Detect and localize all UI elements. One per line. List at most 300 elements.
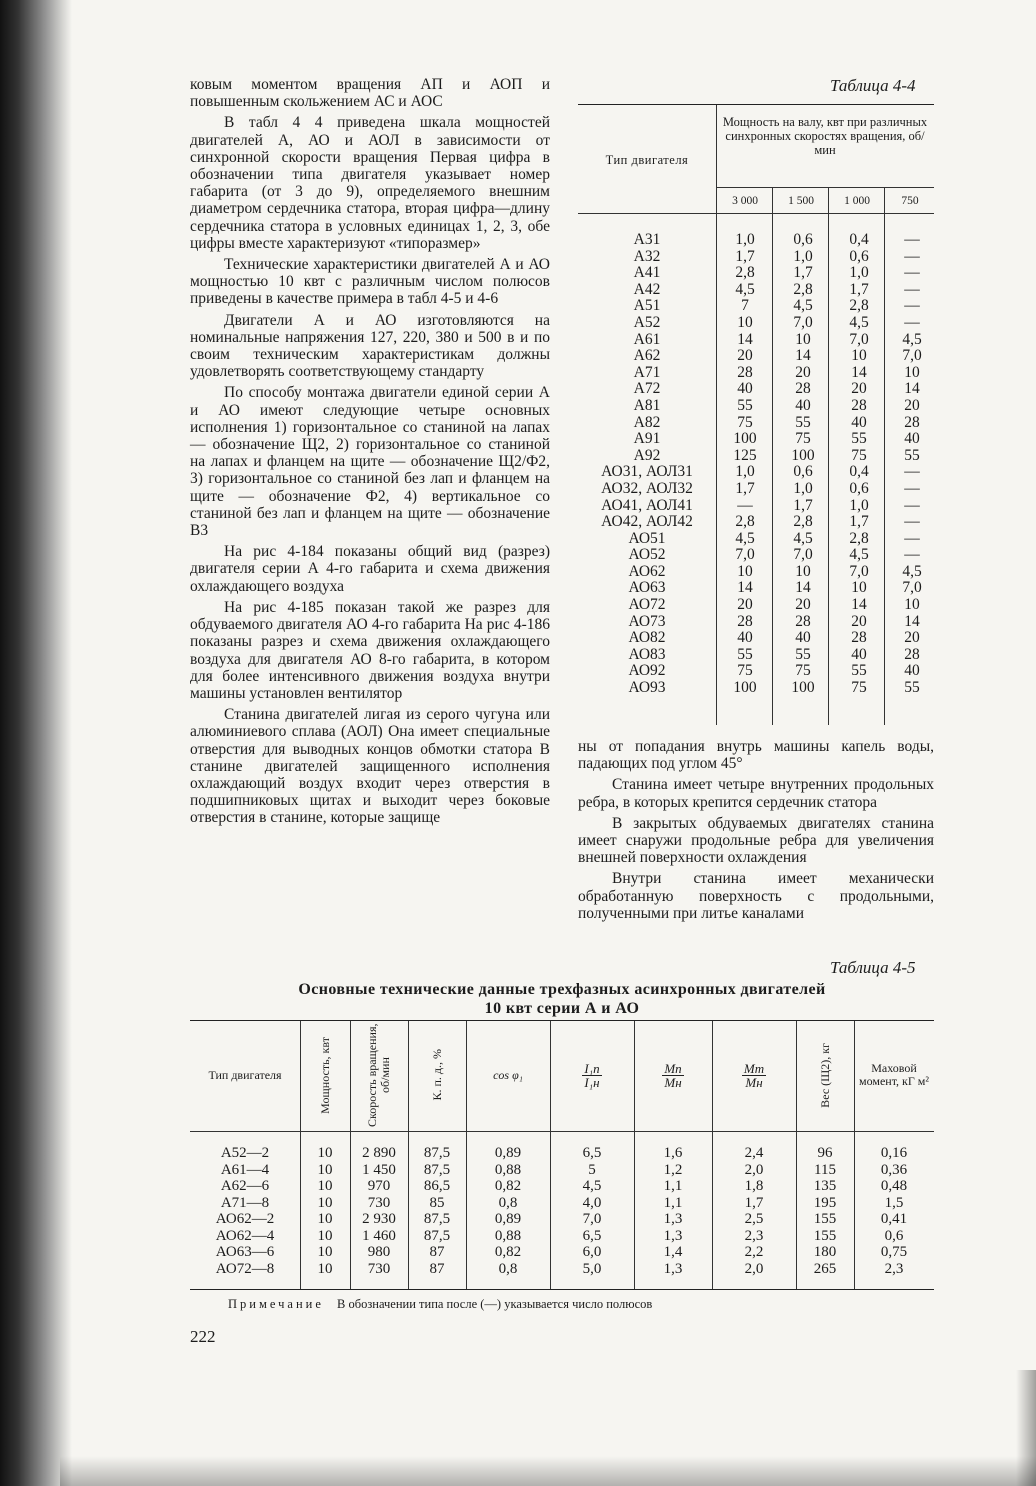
table-cell: 980 (367, 1244, 391, 1260)
table-cell: 2,8 (849, 297, 869, 315)
start-current-fraction (582, 1062, 601, 1089)
paragraph: На рис 4-185 показан такой же разрез для обдуваемого двигателя АО 4-го габарита На рис 4-186 показаны разрез и схема движения охлаждающего воздуха для двигателя АО 8-го габарита, в котором для более интенсивного движения воздуха внутри машины установлен вентилятор (190, 598, 550, 702)
table-cell: 28 (851, 396, 867, 414)
note-label: Примечание (228, 1297, 324, 1311)
table-row (578, 629, 934, 646)
table-cell: 10 (795, 562, 811, 580)
header-divider (716, 187, 934, 188)
paragraph: По способу монтажа двигатели единой серии А и АО имеют следующие четыре основных исполнения 1) горизонтальное со станиной на лапах — обозначение Щ2, 2) горизонтальное со станиной на лапах и фланцем на щите — обозначение Щ2/Ф2, 3) горизонтальное со станиной без лап и фланцем на щите — обозначение Ф2, 4) вертикальное со станиной без лап и фланцем на щите — обозначение В3 (190, 384, 550, 540)
table-cell: 100 (733, 679, 757, 697)
table-cell: 28 (851, 629, 867, 647)
table-cell: 10 (317, 1178, 333, 1194)
table-cell: А62—6 (220, 1178, 270, 1194)
table-cell: 28 (737, 612, 753, 630)
header-start-torque-cell (634, 1021, 712, 1129)
table-cell: АО31, АОЛ31 (601, 463, 693, 481)
table-cell: 1,0 (793, 247, 813, 265)
table-cell: АО62—2 (215, 1211, 275, 1227)
table-cell: АО42, АОЛ42 (601, 513, 693, 531)
table-cell: 7,0 (849, 562, 869, 580)
table-cell: 0,41 (880, 1211, 908, 1227)
table-cell: 1,3 (663, 1211, 683, 1227)
table-cell: — (737, 496, 753, 514)
table-cell: — (904, 479, 920, 497)
table-cell: 6,5 (582, 1145, 602, 1161)
header-divider (578, 213, 934, 214)
table-cell: 0,6 (793, 463, 813, 481)
paragraph: Двигатели А и АО изготовляются на номинальные напряжения 127, 220, 380 и 500 в и по своим техническим характеристикам должны удовлетворять соответствующему стандарту (190, 311, 550, 381)
table-cell: 2 890 (362, 1145, 396, 1161)
table-cell: А71 (633, 363, 661, 381)
table-cell: 10 (317, 1260, 333, 1277)
table-cell: 40 (737, 629, 753, 647)
table-cell: 1,0 (735, 463, 755, 481)
table-cell: 10 (737, 313, 753, 331)
table-cell: 1,5 (884, 1194, 904, 1211)
paragraph: ковым моментом вращения АП и АОП и повышенным скольжением АС и АОС (190, 76, 550, 111)
table-cell: А71—8 (220, 1194, 270, 1211)
table-cell: 75 (851, 446, 867, 464)
table-cell: 1,0 (735, 231, 755, 248)
table-cell: 7,0 (793, 546, 813, 564)
table-cell: 1 460 (362, 1227, 396, 1244)
table-cell: 0,82 (494, 1244, 522, 1260)
table-cell: А81 (633, 396, 661, 414)
table-cell: 0,89 (494, 1145, 522, 1161)
header-start-current-cell (550, 1021, 634, 1129)
table-cell: 75 (737, 662, 753, 680)
table-cell: 28 (795, 380, 811, 398)
table-cell: 1,7 (735, 479, 755, 497)
table-row (578, 297, 934, 314)
table-cell: 2,3 (744, 1227, 764, 1244)
table-cell: 7,0 (735, 546, 755, 564)
table-cell: 28 (737, 363, 753, 381)
table-cell: 4,5 (793, 297, 813, 315)
table-row (578, 530, 934, 547)
table-cell: 7 (741, 297, 749, 315)
header-power-cell (300, 1021, 350, 1129)
table-row (578, 430, 934, 447)
table-cell: 20 (904, 629, 920, 647)
table-4-5-title (190, 980, 934, 1018)
table-cell: 5,0 (582, 1260, 602, 1277)
table-cell: АО93 (628, 679, 666, 697)
table-cell: 7,0 (849, 330, 869, 348)
table-cell: 55 (851, 430, 867, 448)
table-cell: 0,89 (494, 1211, 522, 1227)
table-cell: 40 (851, 413, 867, 431)
table-cell: 14 (904, 612, 920, 630)
table-cell: 14 (904, 380, 920, 398)
page-right-shadow (1016, 1370, 1036, 1486)
book-binding-shadow (0, 0, 72, 1486)
header-weight: Вес (Щ2), кг (817, 1042, 832, 1108)
table-cell: 10 (851, 579, 867, 597)
table-cell: 0,8 (498, 1194, 518, 1211)
header-speed: 1 000 (844, 195, 870, 207)
table-4-5-caption: Таблица 4-5 (830, 958, 916, 977)
table-cell: А51 (633, 297, 661, 315)
table-cell: 7,0 (902, 579, 922, 597)
table-row (578, 248, 934, 265)
table-cell: 2,5 (744, 1211, 764, 1227)
table-4-4-body (578, 231, 934, 696)
table-cell: 55 (737, 396, 753, 414)
table-cell: 0,88 (494, 1161, 522, 1178)
table-cell: 1 450 (362, 1161, 396, 1178)
table-cell: 1,7 (849, 513, 869, 531)
table-cell: 100 (791, 679, 815, 697)
table-cell: 2,8 (735, 264, 755, 282)
table-cell: 1,0 (793, 479, 813, 497)
table-cell: 87,5 (423, 1227, 451, 1244)
page-number: 222 (190, 1327, 216, 1346)
header-power: Мощность, квт (317, 1036, 332, 1114)
table-cell: 4,5 (902, 562, 922, 580)
table-cell: 1,6 (663, 1145, 683, 1161)
table-cell: А32 (633, 247, 661, 265)
table-row (578, 480, 934, 497)
table-cell: 0,6 (849, 479, 869, 497)
paragraph: Станина двигателей лигая из серого чугуна или алюминиевого сплава (АОЛ) Она имеет специальные отверстия для выводных концов обмотки статора В станине двигателей защищенного исполнения охлаждающий воздух входит через отверстия в подшипниковых щитах и выходит через боковые отверстия в станине, которые защище (190, 706, 550, 827)
table-cell: 55 (737, 645, 753, 663)
table-row (578, 646, 934, 663)
table-row (578, 463, 934, 480)
paragraph: Станина имеет четыре внутренних продольных ребра, в которых крепится сердечник статора (578, 776, 934, 811)
table-cell: А82 (633, 413, 661, 431)
table-cell: 20 (795, 363, 811, 381)
table-cell: 85 (429, 1194, 445, 1211)
table-cell: 20 (795, 596, 811, 614)
table-cell: 730 (367, 1260, 391, 1277)
table-row (190, 1228, 934, 1245)
table-row (578, 364, 934, 381)
table-cell: 55 (851, 662, 867, 680)
table-cell: 2,0 (744, 1161, 764, 1178)
table-cell: — (904, 546, 920, 564)
table-cell: 0,36 (880, 1161, 908, 1178)
table-cell: АО72 (628, 596, 666, 614)
table-cell: 1,7 (744, 1194, 764, 1211)
table-cell: 1,1 (663, 1178, 683, 1194)
table-cell: А61 (633, 330, 661, 348)
table-row (578, 414, 934, 431)
header-divider (190, 1131, 934, 1132)
table-cell: — (904, 247, 920, 265)
paragraph: В закрытых обдуваемых двигателях станина имеет снаружи продольные ребра для увеличения внешней поверхности охлаждения (578, 814, 934, 867)
table-cell: А61—4 (220, 1161, 270, 1178)
table-row (578, 264, 934, 281)
table-cell: 0,82 (494, 1178, 522, 1194)
table-cell: 1,0 (849, 264, 869, 282)
table-cell: 40 (795, 396, 811, 414)
table-cell: 20 (851, 380, 867, 398)
table-row (578, 613, 934, 630)
table-cell: 10 (737, 562, 753, 580)
denominator: I₁н (584, 1074, 600, 1090)
page-bottom-shadow (60, 1456, 1036, 1486)
table-cell: — (904, 529, 920, 547)
table-cell: 180 (813, 1244, 837, 1260)
table-cell: 40 (795, 629, 811, 647)
table-cell: АО52 (628, 546, 666, 564)
table-cell: 40 (904, 430, 920, 448)
header-efficiency-cell (408, 1021, 466, 1129)
table-cell: 4,5 (582, 1178, 602, 1194)
title-line: Основные технические данные трехфазных асинхронных двигателей (298, 981, 826, 998)
table-cell: 125 (733, 446, 757, 464)
table-cell: — (904, 313, 920, 331)
table-cell: 4,0 (582, 1194, 602, 1211)
table-cell: 0,8 (498, 1260, 518, 1277)
table-cell: 1,3 (663, 1260, 683, 1277)
right-text-column (578, 738, 934, 926)
table-cell: 75 (795, 430, 811, 448)
table-cell: 155 (813, 1211, 837, 1227)
table-4-4-caption: Таблица 4-4 (830, 76, 916, 95)
table-cell: — (904, 496, 920, 514)
table-cell: 730 (367, 1194, 391, 1211)
table-row (578, 447, 934, 464)
max-torque-fraction (742, 1062, 766, 1089)
header-type: Тип двигателя (605, 153, 689, 167)
table-cell: 135 (813, 1178, 837, 1194)
table-row (578, 579, 934, 596)
table-row (578, 679, 934, 696)
table-row (578, 397, 934, 414)
table-cell: — (904, 513, 920, 531)
table-cell: 0,6 (793, 231, 813, 248)
table-cell: 87,5 (423, 1211, 451, 1227)
table-cell: АО92 (628, 662, 666, 680)
table-cell: 28 (795, 612, 811, 630)
table-cell: — (904, 264, 920, 282)
table-cell: АО73 (628, 612, 666, 630)
table-cell: 28 (904, 413, 920, 431)
table-cell: АО62 (628, 562, 666, 580)
table-cell: 10 (317, 1161, 333, 1178)
table-row (190, 1195, 934, 1212)
table-cell: А41 (633, 264, 661, 282)
note-text: В обозначении типа после (—) указывается число полюсов (337, 1297, 653, 1311)
table-cell: 4,5 (902, 330, 922, 348)
table-cell: 7,0 (793, 313, 813, 331)
table-row (578, 281, 934, 298)
table-cell: 2,2 (744, 1244, 764, 1260)
table-cell: 1,7 (793, 264, 813, 282)
table-cell: 14 (795, 347, 811, 365)
table-row (190, 1145, 934, 1162)
table-cell: А72 (633, 380, 661, 398)
table-cell: 28 (904, 645, 920, 663)
table-cell: АО82 (628, 629, 666, 647)
table-cell: А52 (633, 313, 661, 331)
table-cell: 0,88 (494, 1227, 522, 1244)
header-flywheel: Маховой момент, кГ м² (858, 1061, 929, 1088)
header-speed: Скорость вращения, об/мин (365, 1023, 392, 1127)
denominator: Mн (745, 1074, 763, 1090)
start-torque-fraction (662, 1062, 683, 1089)
table-cell: 1,3 (663, 1227, 683, 1244)
table-cell: 1,7 (735, 247, 755, 265)
table-cell: 4,5 (793, 529, 813, 547)
table-cell: 14 (851, 596, 867, 614)
table-cell: А62 (633, 347, 661, 365)
paragraph: Технические характеристики двигателей А и АО мощностью 10 квт с различным числом полюсов приведены в качестве примера в табл 4-5 и 4-6 (190, 256, 550, 308)
table-cell: 195 (813, 1194, 837, 1211)
table-row (578, 596, 934, 613)
table-cell: 87 (429, 1244, 445, 1260)
table-cell: 2,4 (744, 1145, 764, 1161)
left-text-column (190, 76, 550, 831)
header-max-torque-cell (712, 1021, 796, 1129)
table-cell: 20 (737, 596, 753, 614)
numerator: Mm (743, 1060, 765, 1076)
table-cell: 4,5 (735, 280, 755, 298)
table-cell: АО32, АОЛ32 (601, 479, 693, 497)
table-cell: 0,4 (849, 463, 869, 481)
table-cell: 6,0 (582, 1244, 602, 1260)
table-cell: 2,0 (744, 1260, 764, 1277)
table-cell: 87 (429, 1260, 445, 1277)
table-cell: 14 (737, 579, 753, 597)
table-cell: 14 (851, 363, 867, 381)
table-row (578, 314, 934, 331)
table-cell: 10 (904, 363, 920, 381)
paragraph: Внутри станина имеет механически обработанную поверхность с продольными, полученными при литье каналами (578, 870, 934, 922)
header-efficiency: К. п. д., % (429, 1049, 444, 1101)
table-cell: 4,5 (849, 313, 869, 331)
table-row (190, 1211, 934, 1228)
table-cell: 5 (588, 1161, 596, 1178)
table-cell: 970 (367, 1178, 391, 1194)
table-cell: 2,3 (884, 1260, 904, 1277)
table-cell: А31 (633, 231, 661, 248)
table-cell: 1,7 (849, 280, 869, 298)
table-cell: 86,5 (423, 1178, 451, 1194)
table-row (190, 1162, 934, 1179)
table-cell: 155 (813, 1227, 837, 1244)
table-cell: 2,8 (793, 513, 813, 531)
table-row (578, 231, 934, 248)
table-row (190, 1178, 934, 1195)
header-weight-cell (796, 1021, 854, 1129)
table-cell: АО72—8 (215, 1260, 275, 1277)
table-cell: 7,0 (582, 1211, 602, 1227)
table-cell: 14 (737, 330, 753, 348)
table-cell: 87,5 (423, 1161, 451, 1178)
table-cell: — (904, 280, 920, 298)
table-cell: — (904, 463, 920, 481)
table-cell: 100 (733, 430, 757, 448)
table-row (578, 546, 934, 563)
table-cell: 40 (737, 380, 753, 398)
table-cell: 55 (904, 446, 920, 464)
table-cell: 10 (851, 347, 867, 365)
header-cos: cos φ₁ (493, 1067, 523, 1082)
table-cell: 6,5 (582, 1227, 602, 1244)
paragraph: ны от попадания внутрь машины капель воды, падающих под углом 45° (578, 738, 934, 773)
table-cell: 40 (904, 662, 920, 680)
table-cell: 7,0 (902, 347, 922, 365)
table-cell: 10 (317, 1244, 333, 1260)
numerator: Mп (664, 1060, 682, 1076)
table-cell: 55 (795, 413, 811, 431)
header-speed: 750 (901, 195, 919, 207)
table-cell: 87,5 (423, 1145, 451, 1161)
table-cell: 14 (795, 579, 811, 597)
table-cell: 2,8 (735, 513, 755, 531)
table-cell: 75 (851, 679, 867, 697)
table-cell: 1,8 (744, 1178, 764, 1194)
table-cell: 10 (317, 1211, 333, 1227)
table-cell: А92 (633, 446, 661, 464)
table-cell: 10 (317, 1227, 333, 1244)
table-cell: 1,7 (793, 496, 813, 514)
table-cell: 96 (817, 1145, 833, 1161)
table-row (578, 563, 934, 580)
table-cell: 4,5 (735, 529, 755, 547)
paragraph: В табл 4 4 приведена шкала мощностей двигателей А, АО и АОЛ в зависимости от синхронной скорости вращения Первая цифра в обозначении типа двигателя указывает номер габарита (от 3 до 9), определяемого внешним диаметром сердечника статора, вторая цифра—длину сердечника статора в условных единицах 1, 2, 3, обе цифры вместе характеризуют «типоразмер» (190, 114, 550, 252)
table-cell: 10 (317, 1194, 333, 1211)
header-type: Тип двигателя (208, 1067, 282, 1082)
table-cell: — (904, 231, 920, 248)
table-row (578, 347, 934, 364)
table-cell: 75 (737, 413, 753, 431)
header-power: Мощность на валу, квт при различных синхронных скоростях вращения, об/мин (722, 115, 928, 157)
table-cell: 1,1 (663, 1194, 683, 1211)
table-row (578, 513, 934, 530)
table-cell: А52—2 (220, 1145, 270, 1161)
table-cell: 1,0 (849, 496, 869, 514)
table-cell: 20 (851, 612, 867, 630)
table-cell: 55 (904, 679, 920, 697)
table-cell: 265 (813, 1260, 837, 1277)
table-row (578, 497, 934, 514)
table-cell: 55 (795, 645, 811, 663)
table-cell: 100 (791, 446, 815, 464)
table-cell: — (904, 297, 920, 315)
table-cell: АО63—6 (215, 1244, 275, 1260)
table-row (578, 380, 934, 397)
table-4-4 (578, 104, 934, 725)
table-cell: 0,75 (880, 1244, 908, 1260)
table-cell: 10 (317, 1145, 333, 1161)
table-cell: 10 (795, 330, 811, 348)
numerator: I₁п (584, 1060, 600, 1076)
header-speed-cell (350, 1021, 408, 1129)
table-cell: АО83 (628, 645, 666, 663)
table-cell: 20 (737, 347, 753, 365)
table-cell: 2 930 (362, 1211, 396, 1227)
table-cell: 4,5 (849, 546, 869, 564)
table-cell: 2,8 (793, 280, 813, 298)
table-cell: 2,8 (849, 529, 869, 547)
table-cell: 20 (904, 396, 920, 414)
table-cell: 0,4 (849, 231, 869, 248)
header-speed: 3 000 (732, 195, 758, 207)
table-cell: 40 (851, 645, 867, 663)
table-cell: 75 (795, 662, 811, 680)
table-cell: А42 (633, 280, 661, 298)
table-4-5 (190, 1020, 934, 1290)
table-cell: 0,16 (880, 1145, 908, 1161)
table-note (228, 1297, 928, 1312)
table-cell: АО41, АОЛ41 (601, 496, 693, 514)
table-cell: 0,6 (884, 1227, 904, 1244)
table-cell: 115 (814, 1161, 836, 1178)
